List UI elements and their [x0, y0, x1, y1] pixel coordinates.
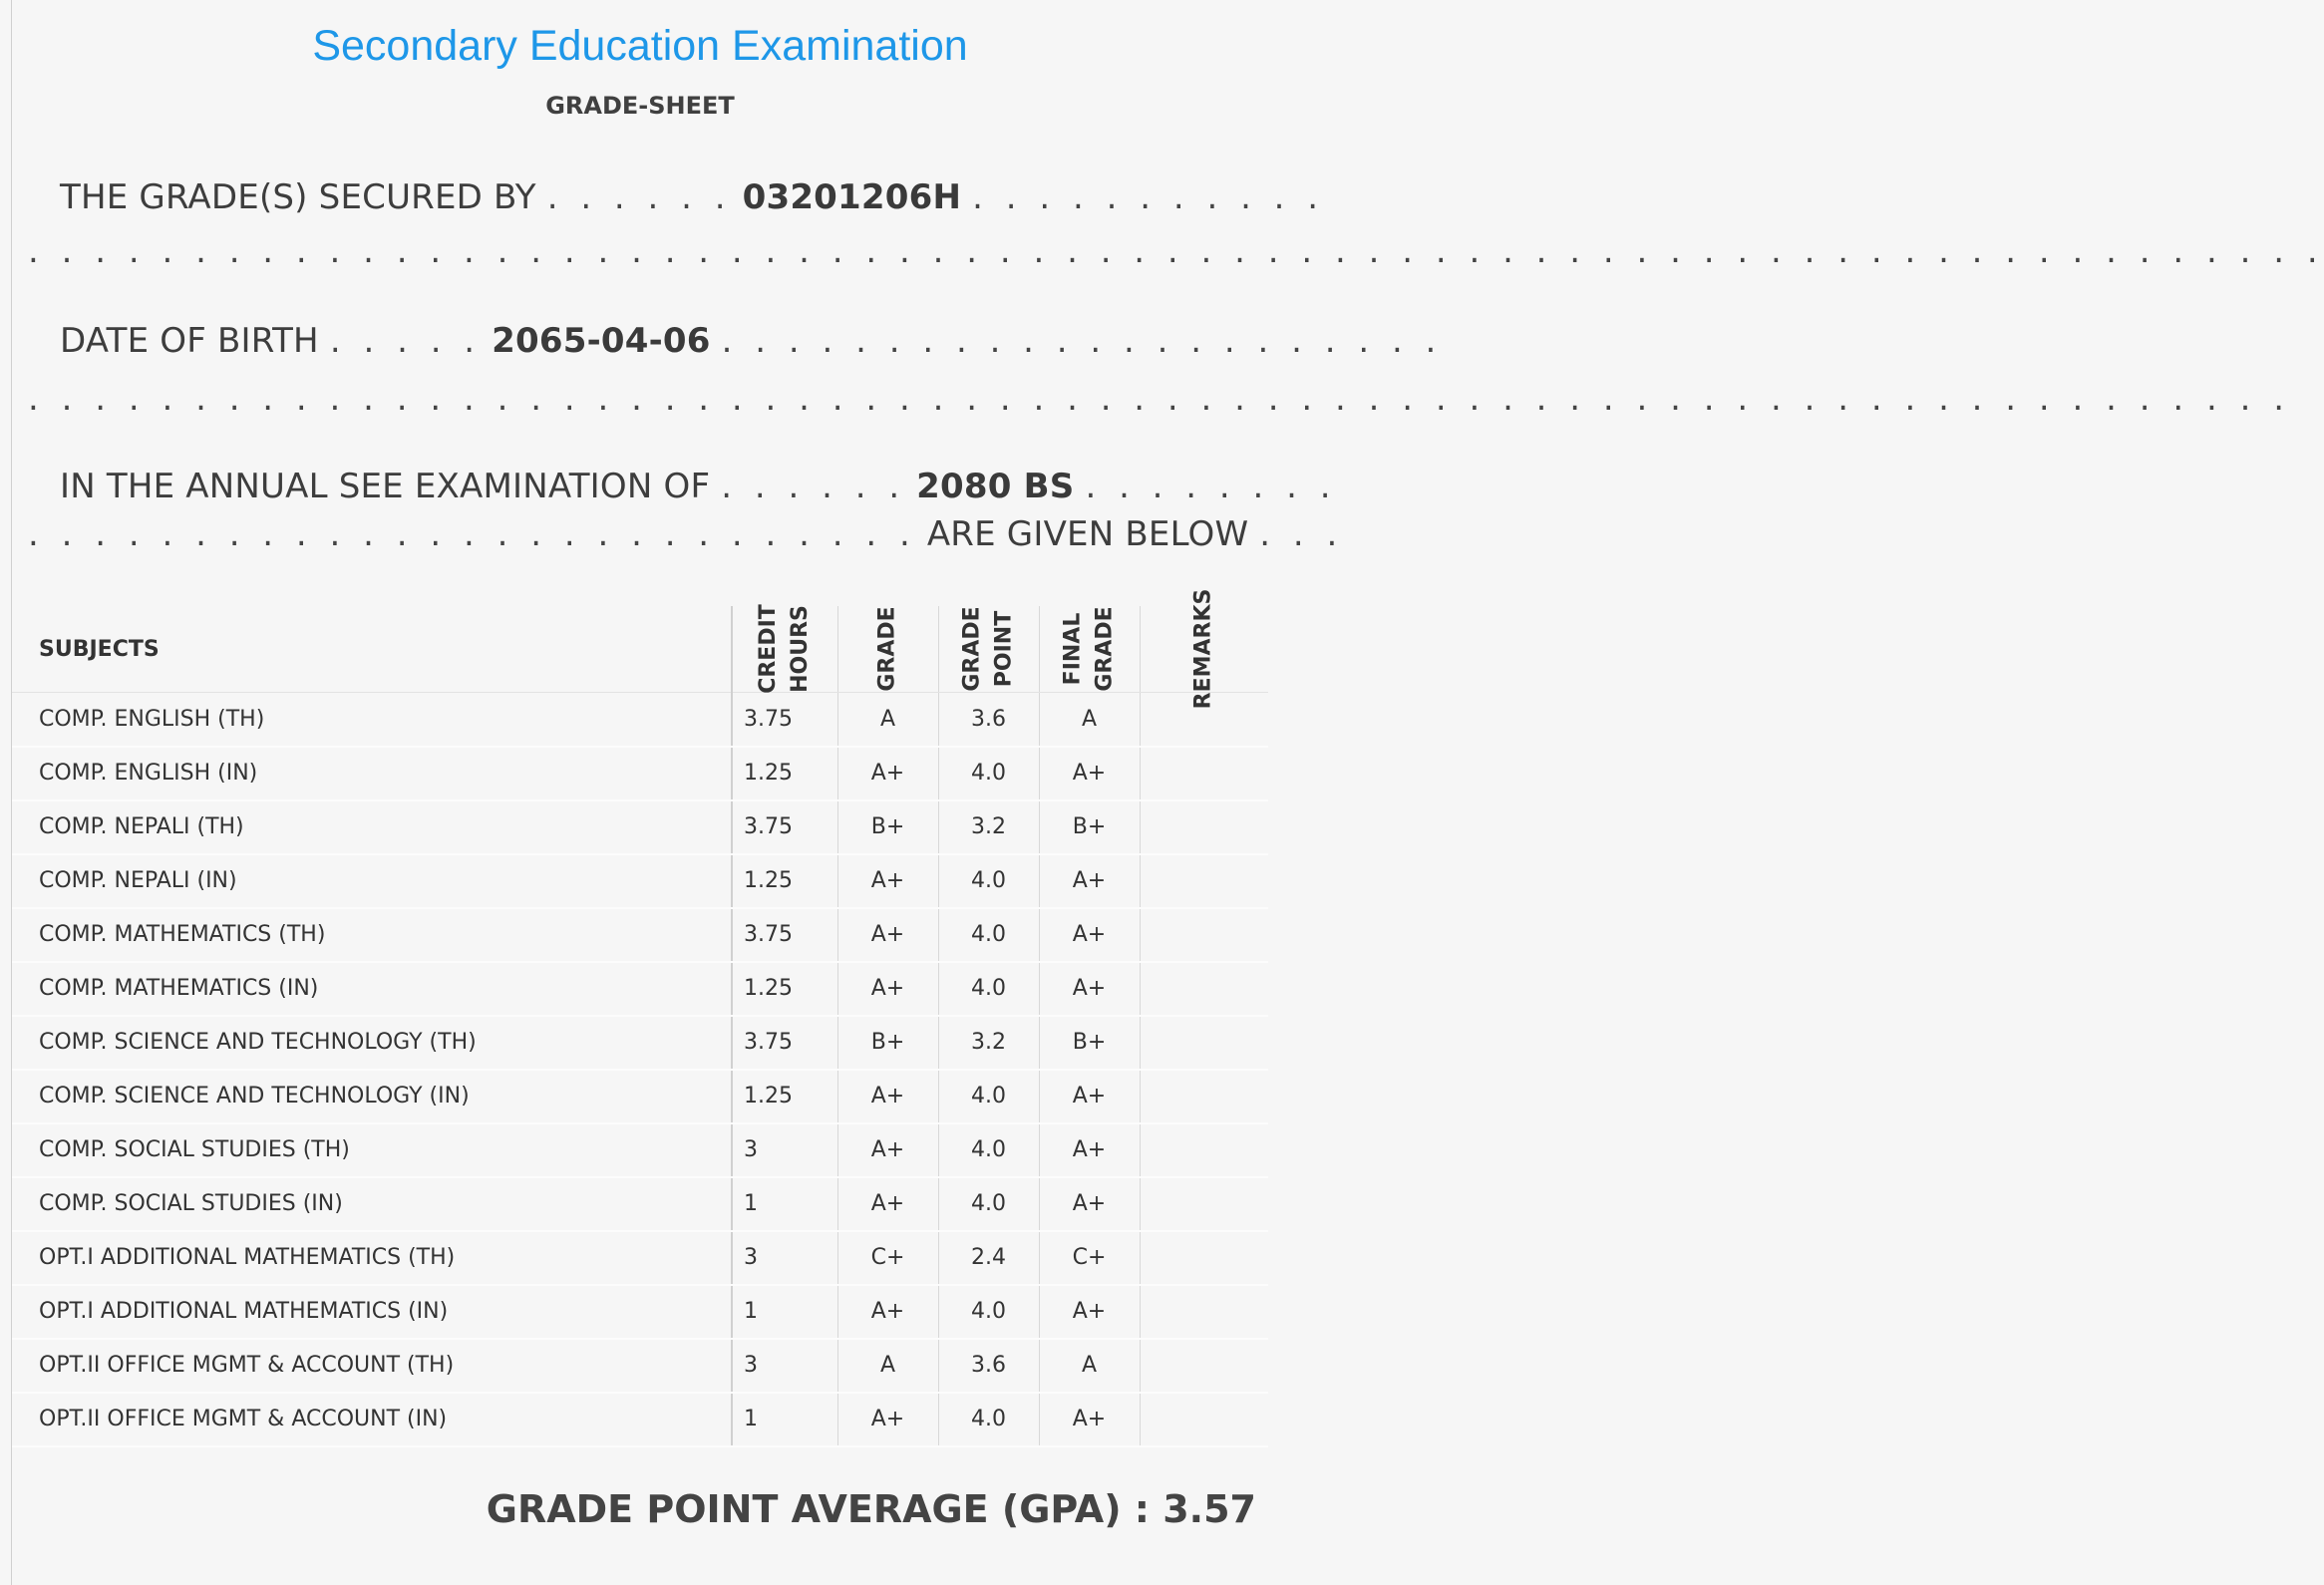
table-row — [12, 962, 1268, 1016]
grade-point-cell: 3.2 — [938, 800, 1039, 854]
subject-cell: COMP. SOCIAL STUDIES (TH) — [12, 1123, 732, 1177]
table-row — [12, 1231, 1268, 1285]
symbol-number: 03201206H — [742, 177, 962, 217]
dot-leader: . . . . . . . . . . . . . . . . . . . . . . . . . . . . . . . . . . . . . . . . . . . . . . . . . . . . . . . . . . . . . . . . . . . . . — [28, 231, 2324, 271]
grade-cell: C+ — [837, 1231, 938, 1285]
header-point-line1: GRADE — [959, 606, 985, 692]
secured-by-label: THE GRADE(S) SECURED BY — [60, 177, 536, 217]
remarks-cell — [1140, 908, 1268, 962]
remarks-cell — [1140, 1016, 1268, 1070]
dot-leader: . . . . . — [329, 321, 482, 361]
dob-value: 2065-04-06 — [492, 321, 711, 361]
grade-cell: A+ — [837, 854, 938, 908]
credit-hours-cell: 1.25 — [732, 962, 837, 1016]
final-grade-cell: A+ — [1039, 747, 1140, 800]
table-row — [12, 693, 1268, 747]
grade-point-cell: 4.0 — [938, 962, 1039, 1016]
remarks-cell — [1140, 1339, 1268, 1393]
dot-leader: . . . . . . . . — [1085, 467, 1337, 506]
final-grade-cell: B+ — [1039, 800, 1140, 854]
grade-cell: A+ — [837, 1123, 938, 1177]
credit-hours-cell: 1.25 — [732, 1070, 837, 1123]
credit-hours-cell: 1.25 — [732, 747, 837, 800]
final-grade-cell: A+ — [1039, 1123, 1140, 1177]
gpa-value: 3.57 — [1162, 1487, 1256, 1531]
remarks-cell — [1140, 1231, 1268, 1285]
header-credit-line2: HOURS — [788, 605, 814, 693]
grade-point-cell: 3.2 — [938, 1016, 1039, 1070]
grade-cell: A+ — [837, 1285, 938, 1339]
dot-leader: . . . . . . — [546, 177, 732, 217]
table-row — [12, 800, 1268, 854]
subject-cell: COMP. SCIENCE AND TECHNOLOGY (TH) — [12, 1016, 732, 1070]
credit-hours-cell: 1 — [732, 1393, 837, 1446]
table-row — [12, 1393, 1268, 1446]
grade-cell: B+ — [837, 1016, 938, 1070]
final-grade-cell: A — [1039, 693, 1140, 747]
credit-hours-cell: 1.25 — [732, 854, 837, 908]
credit-hours-cell: 3.75 — [732, 800, 837, 854]
header-credit-hours — [732, 606, 837, 693]
final-grade-cell: A+ — [1039, 854, 1140, 908]
table-row — [12, 854, 1268, 908]
dot-leader: . . . . . . . . . . . — [972, 177, 1325, 217]
remarks-cell — [1140, 1393, 1268, 1446]
grade-point-cell: 2.4 — [938, 1231, 1039, 1285]
grade-point-cell: 3.6 — [938, 1339, 1039, 1393]
table-header-row — [12, 606, 1268, 693]
grade-cell: A+ — [837, 1393, 938, 1446]
grade-cell: A — [837, 693, 938, 747]
grade-cell: A — [837, 1339, 938, 1393]
subject-cell: OPT.I ADDITIONAL MATHEMATICS (TH) — [12, 1231, 732, 1285]
final-grade-cell: A — [1039, 1339, 1140, 1393]
grade-point-cell: 4.0 — [938, 1285, 1039, 1339]
remarks-cell — [1140, 1285, 1268, 1339]
remarks-cell — [1140, 1123, 1268, 1177]
subject-cell: COMP. ENGLISH (IN) — [12, 747, 732, 800]
credit-hours-cell: 1 — [732, 1285, 837, 1339]
header-final-grade — [1039, 606, 1140, 693]
credit-hours-cell: 3.75 — [732, 693, 837, 747]
header-final-line2: GRADE — [1092, 606, 1118, 692]
header-credit-line1: CREDIT — [756, 604, 782, 694]
gpa-label: GRADE POINT AVERAGE (GPA) : — [486, 1487, 1150, 1531]
subject-cell: OPT.I ADDITIONAL MATHEMATICS (IN) — [12, 1285, 732, 1339]
table-row — [12, 1016, 1268, 1070]
grades-table — [12, 588, 1268, 1447]
grade-point-cell: 4.0 — [938, 854, 1039, 908]
credit-hours-cell: 3 — [732, 1123, 837, 1177]
grade-cell: A+ — [837, 747, 938, 800]
credit-hours-cell: 3 — [732, 1231, 837, 1285]
given-below-line — [0, 514, 1344, 554]
header-remarks-label: REMARKS — [1190, 588, 1216, 710]
remarks-cell — [1140, 854, 1268, 908]
header-point-line2: POINT — [991, 610, 1017, 688]
credit-hours-cell: 1 — [732, 1177, 837, 1231]
header-grade-label: GRADE — [874, 606, 900, 692]
grade-cell: A+ — [837, 962, 938, 1016]
secured-by-line — [0, 177, 1340, 217]
table-row — [12, 1123, 1268, 1177]
grade-point-cell: 4.0 — [938, 1070, 1039, 1123]
grade-point-cell: 4.0 — [938, 908, 1039, 962]
subject-cell: COMP. ENGLISH (TH) — [12, 693, 732, 747]
dot-line — [0, 231, 2324, 271]
subject-cell: COMP. SOCIAL STUDIES (IN) — [12, 1177, 732, 1231]
final-grade-cell: A+ — [1039, 1285, 1140, 1339]
dob-label: DATE OF BIRTH — [60, 321, 319, 361]
dot-line — [0, 379, 2291, 419]
final-grade-cell: A+ — [1039, 1393, 1140, 1446]
remarks-cell — [1140, 800, 1268, 854]
subject-cell: COMP. SCIENCE AND TECHNOLOGY (IN) — [12, 1070, 732, 1123]
table-row — [12, 747, 1268, 800]
subject-cell: OPT.II OFFICE MGMT & ACCOUNT (IN) — [12, 1393, 732, 1446]
final-grade-cell: A+ — [1039, 1177, 1140, 1231]
dot-leader: . . . . . . . . . . . . . . . . . . . . . . — [721, 321, 1443, 361]
grade-point-cell: 4.0 — [938, 747, 1039, 800]
final-grade-cell: C+ — [1039, 1231, 1140, 1285]
dot-leader: . . . — [1259, 514, 1344, 554]
subject-cell: COMP. NEPALI (TH) — [12, 800, 732, 854]
remarks-cell — [1140, 1070, 1268, 1123]
exam-label: IN THE ANNUAL SEE EXAMINATION OF — [60, 467, 711, 506]
exam-line — [0, 467, 1340, 506]
dot-leader: . . . . . . — [721, 467, 906, 506]
grade-point-cell: 4.0 — [938, 1123, 1039, 1177]
table-row — [12, 1339, 1268, 1393]
header-grade-point — [938, 606, 1039, 693]
header-remarks — [1140, 588, 1268, 710]
dot-leader: . . . . . . . . . . . . . . . . . . . . . . . . . . . . . . . . . . . . . . . . . . . . . . . . . . . . . . . . . . . . . . . . . . . . — [28, 379, 2291, 419]
dob-line — [0, 321, 1443, 361]
gpa-summary — [487, 1487, 1256, 1531]
remarks-cell — [1140, 747, 1268, 800]
grade-cell: B+ — [837, 800, 938, 854]
table-row — [12, 1070, 1268, 1123]
header-final-line1: FINAL — [1060, 612, 1086, 686]
grade-point-cell: 4.0 — [938, 1177, 1039, 1231]
subject-cell: COMP. MATHEMATICS (IN) — [12, 962, 732, 1016]
credit-hours-cell: 3.75 — [732, 1016, 837, 1070]
final-grade-cell: A+ — [1039, 908, 1140, 962]
given-below-text: ARE GIVEN BELOW — [926, 514, 1249, 554]
final-grade-cell: A+ — [1039, 962, 1140, 1016]
exam-year: 2080 BS — [916, 467, 1075, 506]
dot-leader: . . . . . . . . . . . . . . . . . . . . . . . . . . . — [28, 514, 916, 554]
subject-cell: COMP. MATHEMATICS (TH) — [12, 908, 732, 962]
remarks-cell — [1140, 962, 1268, 1016]
page-title: Secondary Education Examination — [312, 22, 968, 70]
subject-cell: OPT.II OFFICE MGMT & ACCOUNT (TH) — [12, 1339, 732, 1393]
grade-cell: A+ — [837, 1177, 938, 1231]
grade-cell: A+ — [837, 908, 938, 962]
page-subtitle: GRADE-SHEET — [545, 92, 735, 120]
table-row — [12, 908, 1268, 962]
final-grade-cell: B+ — [1039, 1016, 1140, 1070]
grades-table-wrapper — [12, 588, 1268, 1447]
credit-hours-cell: 3.75 — [732, 908, 837, 962]
credit-hours-cell: 3 — [732, 1339, 837, 1393]
remarks-cell — [1140, 1177, 1268, 1231]
table-row — [12, 1285, 1268, 1339]
table-row — [12, 1177, 1268, 1231]
final-grade-cell: A+ — [1039, 1070, 1140, 1123]
grade-point-cell: 3.6 — [938, 693, 1039, 747]
header-subjects: SUBJECTS — [12, 606, 732, 693]
grade-point-cell: 4.0 — [938, 1393, 1039, 1446]
header-grade — [837, 606, 938, 693]
grade-cell: A+ — [837, 1070, 938, 1123]
subject-cell: COMP. NEPALI (IN) — [12, 854, 732, 908]
